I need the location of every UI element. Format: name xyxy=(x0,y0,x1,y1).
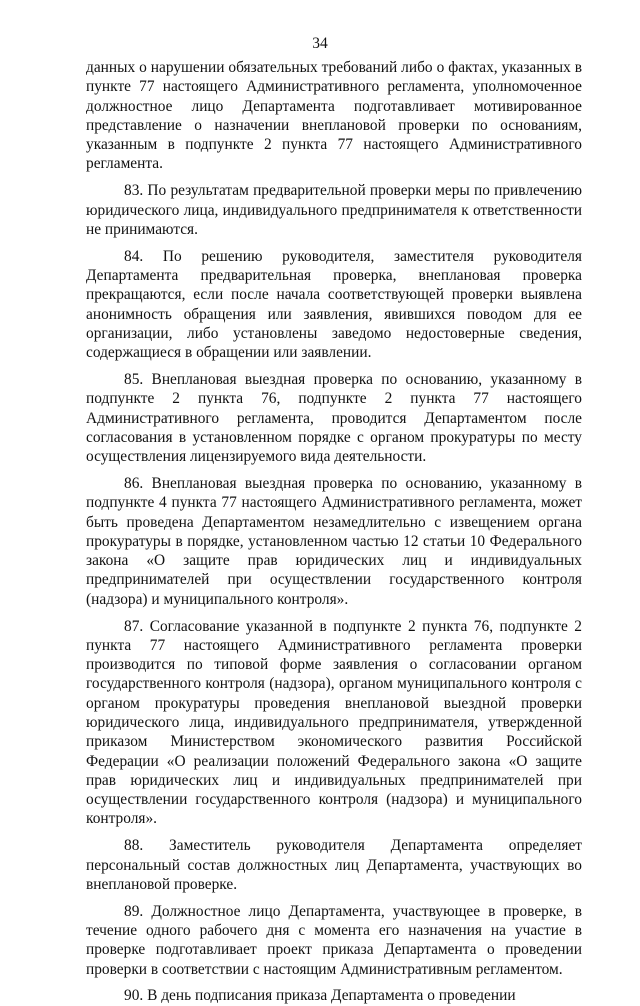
paragraph-84: 84. По решению руководителя, заместителя руководителя Департамента предварительная проверка, внеплановая проверка прекращаются, если после начала соответствующей проверки выявлена анонимность обращения или заявления, явившихся поводом для ее организации, либо установлены заведомо недостоверные сведения, содержащиеся в обращении или заявлении. xyxy=(86,247,582,362)
paragraph-86: 86. Внеплановая выездная проверка по основанию, указанному в подпункте 4 пункта 77 настоящего Административного регламента, может быть проведена Департаментом незамедлительно с извещением органа прокуратуры в порядке, установленном частью 12 статьи 10 Федерального закона «О защите прав юридических лиц и индивидуальных предпринимателей при осуществлении государственного контроля (надзора) и муниципального контроля». xyxy=(86,474,582,608)
paragraph-90: 90. В день подписания приказа Департамента о проведении xyxy=(124,987,516,1005)
page-number: 34 xyxy=(312,35,328,52)
paragraph-89: 89. Должностное лицо Департамента, участвующее в проверке, в течение одного рабочего дня с момента его назначения на участие в проверке подготавливает проект приказа Департамента о проведении проверки в соответствии с настоящим Административным регламентом. xyxy=(86,902,582,978)
paragraph-87: 87. Согласование указанной в подпункте 2 пункта 76, подпункте 2 пункта 77 настоящего Административного регламента проверки производится по типовой форме заявления о согласовании органом государственного контроля (надзора), органом муниципального контроля с органом прокуратуры проведения внеплановой выездной проверки юридического лица, индивидуального предпринимателя, утвержденной приказом Министерством экономического развития Российской Федерации «О реализации положений Федерального закона «О защите прав юридических лиц и индивидуальных предпринимателей при осуществлении государственного контроля (надзора) и муниципального контроля». xyxy=(86,617,582,828)
document-body xyxy=(86,58,582,1006)
paragraph-83: 83. По результатам предварительной проверки меры по привлечению юридического лица, индивидуального предпринимателя к ответственности не принимаются. xyxy=(86,182,582,238)
paragraph-85: 85. Внеплановая выездная проверка по основанию, указанному в подпункте 2 пункта 76, подпункте 2 пункта 77 настоящего Административного регламента, проводится Департаментом после согласования в установленном порядке с органом прокуратуры по месту осуществления лицензируемого вида деятельности. xyxy=(86,370,582,466)
paragraph-continued: данных о нарушении обязательных требований либо о фактах, указанных в пункте 77 настоящего Административного регламента, уполномоченное должностное лицо Департамента подготавливает мотивированное представление о назначении внеплановой проверки по основаниям, указанным в подпункте 2 пункта 77 настоящего Административного регламента. xyxy=(86,59,582,173)
paragraph-88: 88. Заместитель руководителя Департамента определяет персональный состав должностных лиц Департамента, участвующих во внеплановой проверке. xyxy=(86,837,582,893)
